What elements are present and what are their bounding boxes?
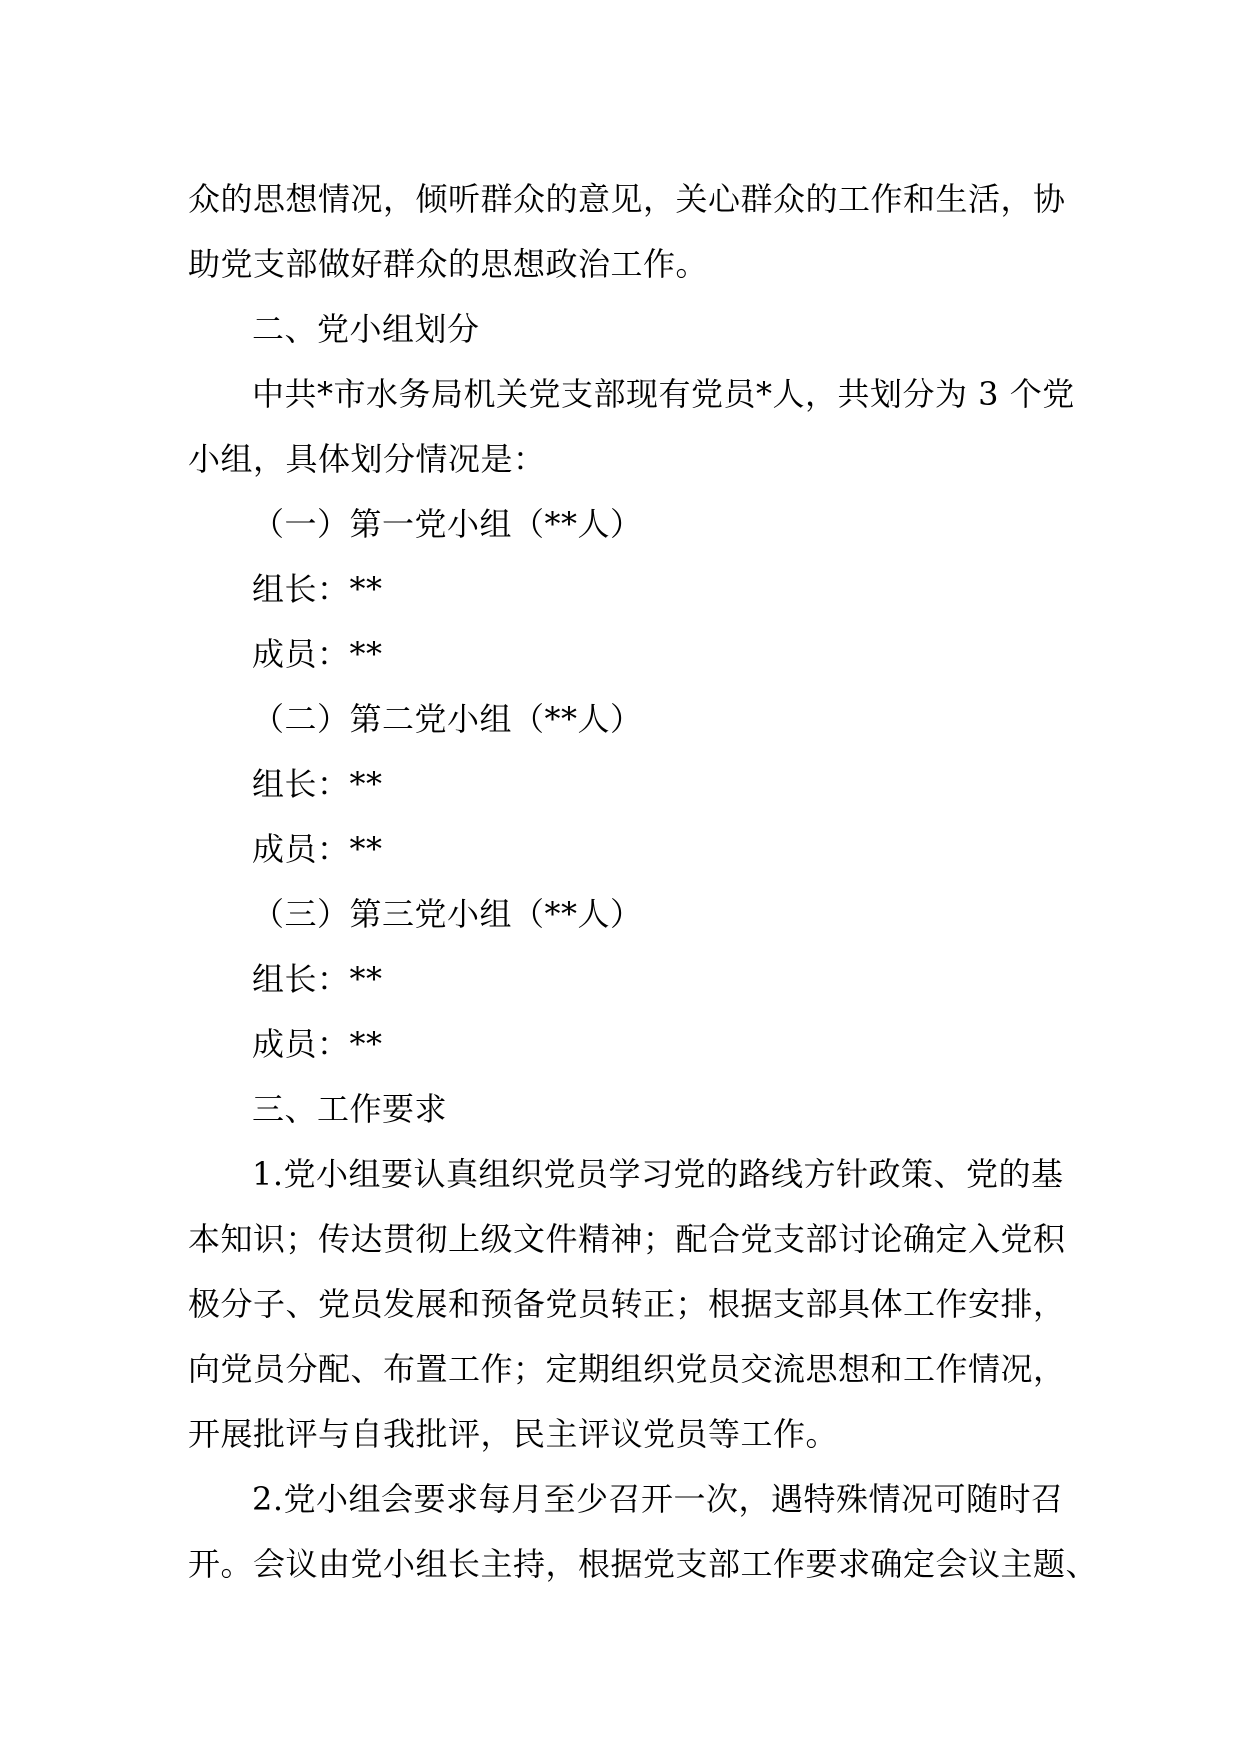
text-line: 本知识；传达贯彻上级文件精神；配合党支部讨论确定入党积 — [188, 1220, 1066, 1258]
group-heading: （二）第二党小组（**人） — [252, 700, 643, 738]
text-line: 中共*市水务局机关党支部现有党员*人，共划分为 3 个党 — [252, 375, 1075, 413]
text-line: 2.党小组会要求每月至少召开一次，遇特殊情况可随时召 — [252, 1480, 1064, 1518]
group-members: 成员：** — [252, 635, 383, 673]
section-heading: 三、工作要求 — [252, 1090, 448, 1128]
group-leader: 组长：** — [252, 765, 383, 803]
group-members: 成员：** — [252, 830, 383, 868]
text-line: 小组，具体划分情况是： — [188, 440, 546, 478]
text-line: 众的思想情况，倾听群众的意见，关心群众的工作和生活，协 — [188, 180, 1066, 218]
text-line: 极分子、党员发展和预备党员转正；根据支部具体工作安排， — [188, 1285, 1066, 1323]
document-body — [188, 167, 1099, 1597]
group-members: 成员：** — [252, 1025, 383, 1063]
section-heading: 二、党小组划分 — [252, 310, 480, 348]
group-leader: 组长：** — [252, 570, 383, 608]
text-line: 1.党小组要认真组织党员学习党的路线方针政策、党的基 — [252, 1155, 1064, 1193]
group-heading: （一）第一党小组（**人） — [252, 505, 643, 543]
group-heading: （三）第三党小组（**人） — [252, 895, 643, 933]
text-line: 助党支部做好群众的思想政治工作。 — [188, 245, 709, 283]
group-leader: 组长：** — [252, 960, 383, 998]
text-line: 开展批评与自我批评，民主评议党员等工作。 — [188, 1415, 839, 1453]
text-line: 开。会议由党小组长主持，根据党支部工作要求确定会议主题、 — [188, 1545, 1099, 1583]
text-line: 向党员分配、布置工作；定期组织党员交流思想和工作情况， — [188, 1350, 1066, 1388]
